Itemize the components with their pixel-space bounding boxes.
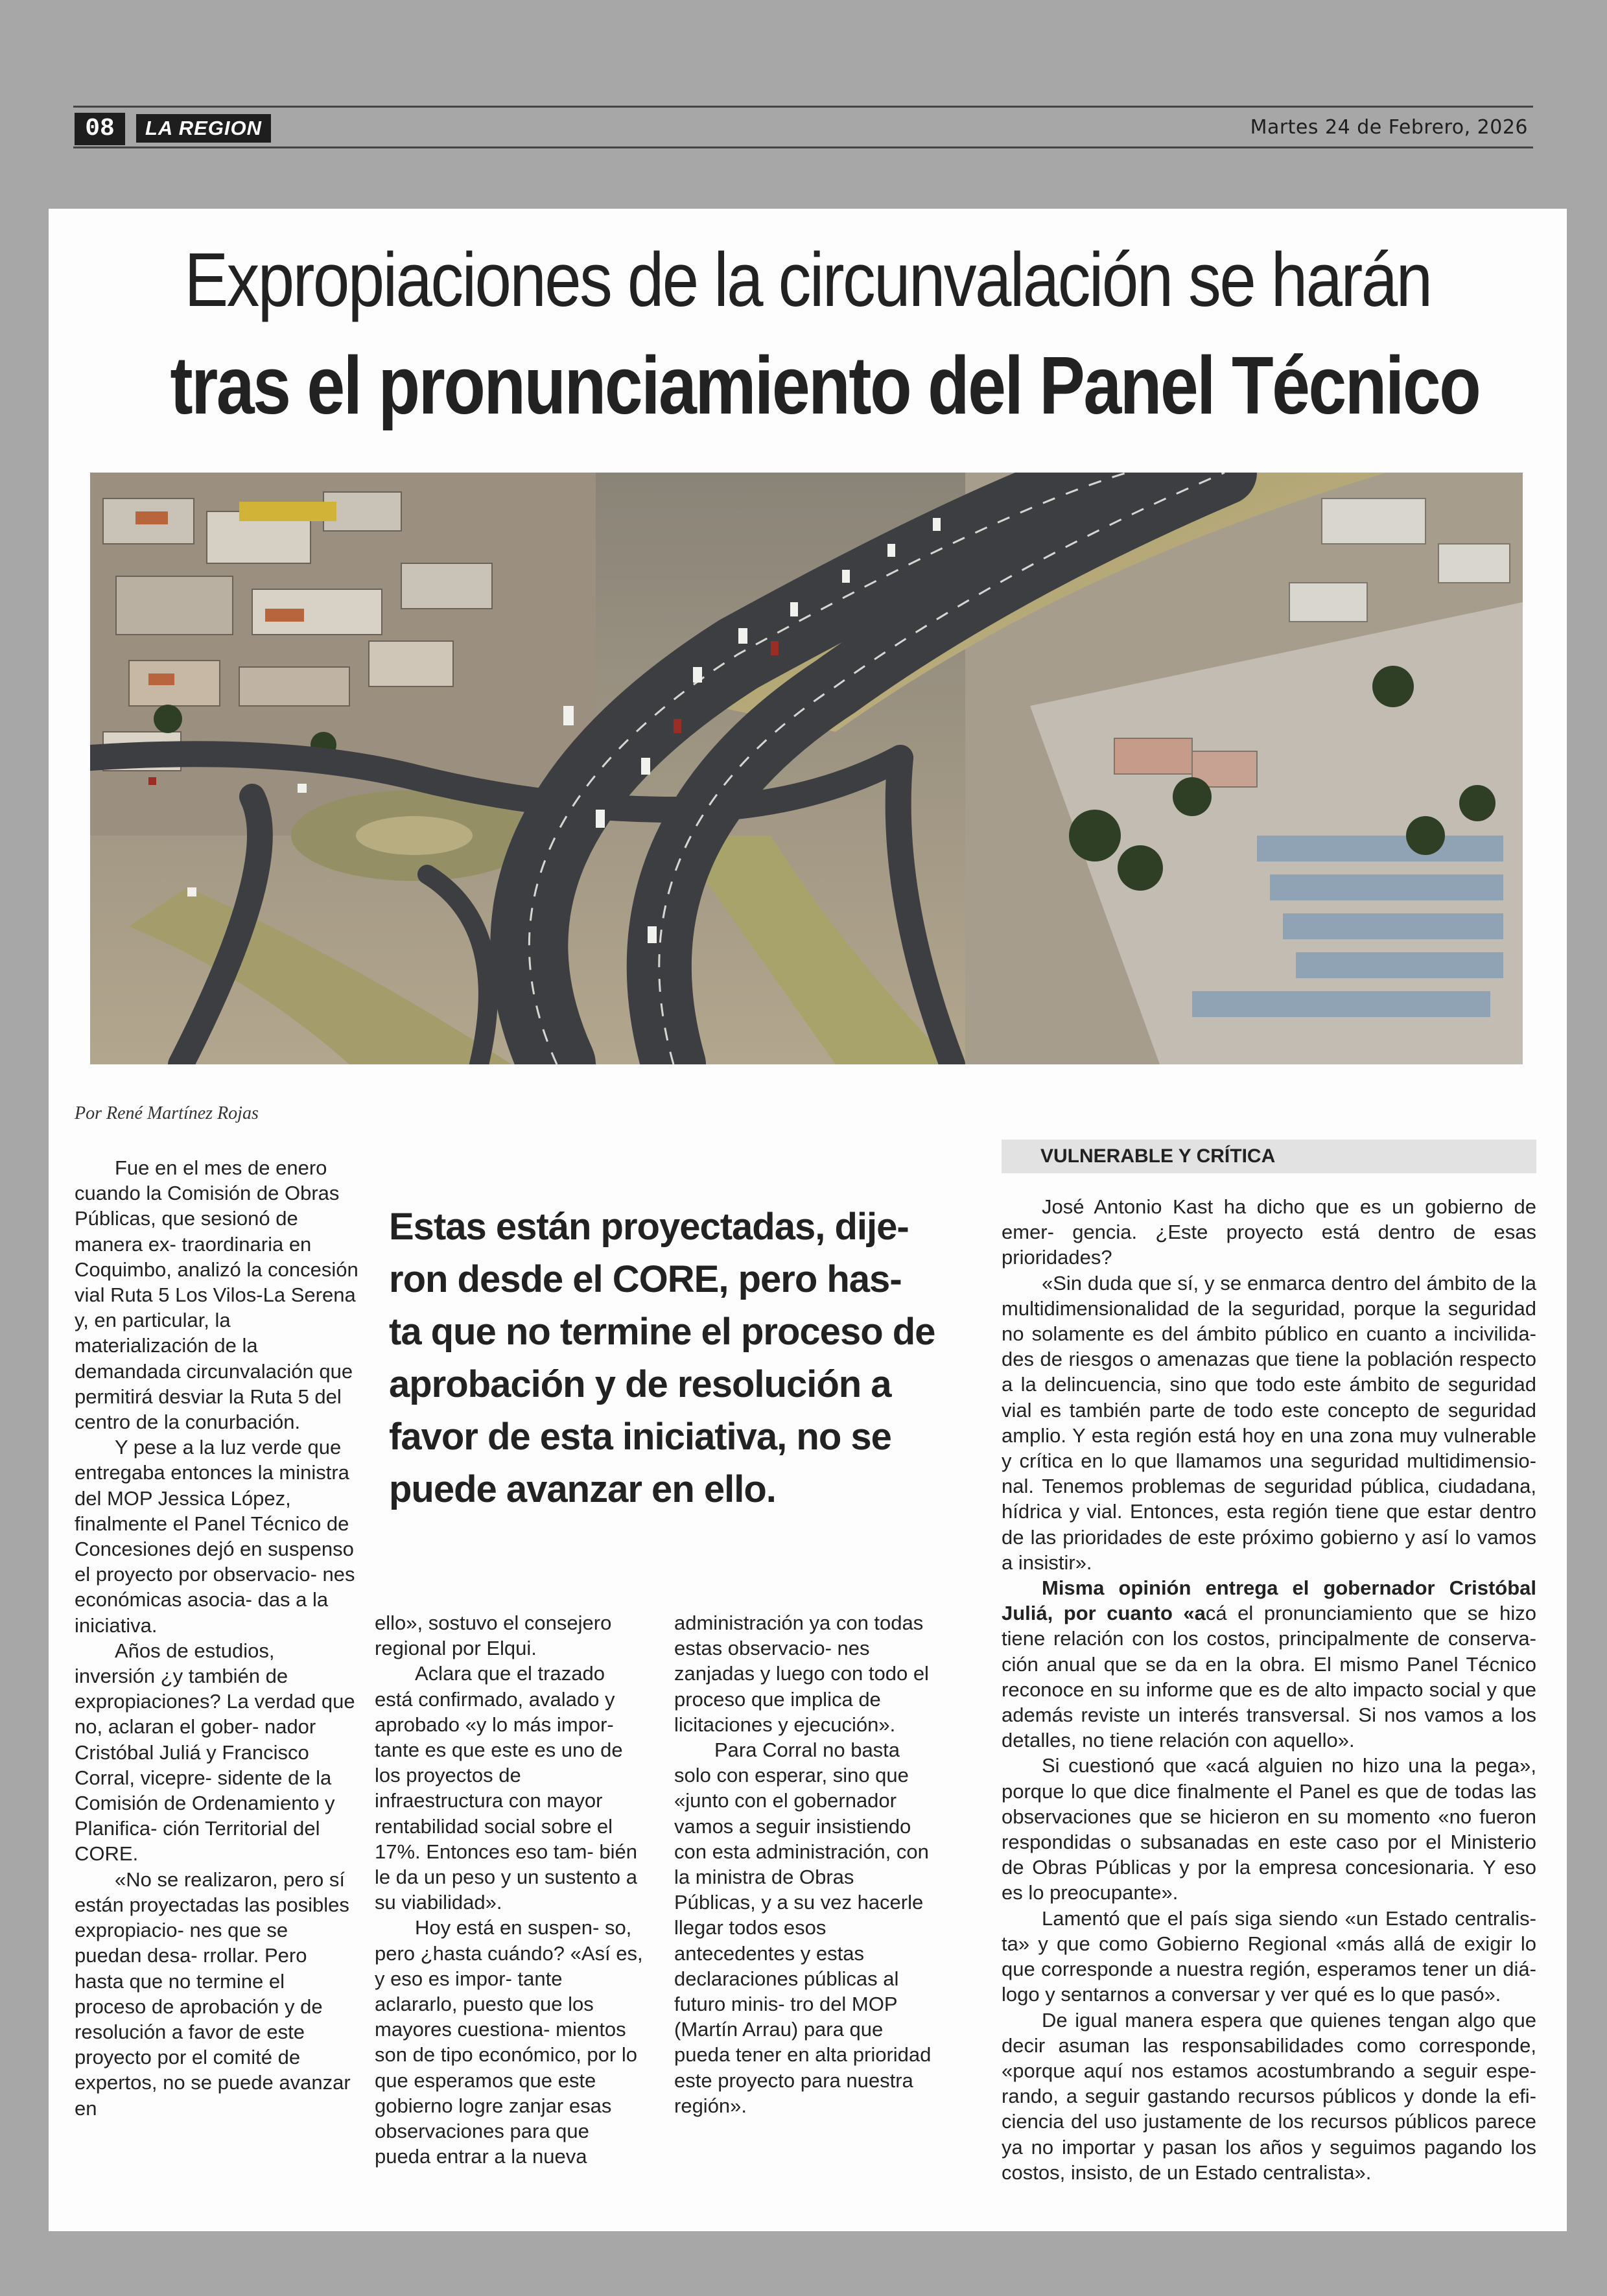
article-column-3 [674,1610,940,2118]
paragraph-rest: cá el pronunciamiento que se hizo tiene relación con los costos, principalmente de conserva- ción anual que se da en la obra. El mismo Panel Técnico reconoce en su informe que es de alto impacto social y que además reviste un interés transversal. Si nos vamos a los detalles, no tiene relación con aquello». [1002,1602,1536,1752]
paragraph: Años de estudios, inversión ¿y también de expropiaciones? La verdad que no, aclaran el gober- nador Cristóbal Juliá y Francisco Corral, vicepre- sidente de la Comisión de Ordenamiento y Planifica- ción Territorial del CORE. [75,1639,355,1866]
headline-line-2: tras el pronunciamiento del Panel Técnico [170,340,1480,431]
aerial-photo-highway-interchange [90,473,1523,1064]
article-column-1 [75,1155,360,2121]
paragraph: Para Corral no basta solo con esperar, sino que «junto con el gobernador vamos a seguir insistiendo con esta administración, con la ministra de Obras Públicas, y a su vez hacerle llegar todos esos antecedentes y estas declaraciones públicas al futuro minis- tro del MOP (Martín Arrau) para que pueda tener en alta prioridad este proyecto para nuestra región». [674,1739,932,2117]
header-bottom-rule [73,146,1533,148]
paragraph: ello», sostuvo el consejero regional por Elqui. [375,1611,612,1660]
article-column-2 [375,1610,647,2169]
paragraph: De igual manera espera que quienes tengan algo que decir asuman las responsabilidades como corresponde, «porque aquí nos estamos acostumbrando a seguir espe- rando, a seguir gastando recursos públicos y donde la efi- ciencia del uso justamente de los recursos públicos parece ya no importar y pasan los años y seguimos pagando los costos, insisto, de un Estado centralista». [1002,2008,1536,2184]
issue-date: Martes 24 de Febrero, 2026 [1250,116,1528,139]
header-top-rule [73,106,1533,108]
paragraph: Fue en el mes de enero cuando la Comisión de Obras Públicas, que sesionó de manera ex- traordinaria en Coquimbo, analizó la concesión vial Ruta 5 Los Vilos-La Serena y, en particular, la materialización de la demandada circunvalación que permitirá desviar la Ruta 5 del centro de la conurbación. [75,1156,358,1434]
paragraph: «Sin duda que sí, y se enmarca dentro del ámbito de la multidimensionalidad de la seguridad, porque la seguridad no solamente es del ámbito público en cuanto a incivilida- des de riesgos o amenazas que tiene la población respecto a la delincuencia, sino que todo este ámbito de seguridad vial es también parte de todo este concepto de seguridad amplio. Y esta región está hoy en una zona muy vulnerable y crítica en lo que llamamos una seguridad multidimensio- nal. Tenemos problemas de seguridad pública, ciudadana, hídrica y vial. Entonces, esta región tiene que estar dentro de las prioridades de este próximo gobierno y así lo vamos a insistir». [1002,1271,1536,1574]
byline: Por René Martínez Rojas [75,1103,259,1123]
lead-in-bold: Misma opinión entrega el gobernador Cristóbal Juliá, por cuanto «a [1002,1576,1536,1625]
paragraph: «No se realizaron, pero sí están proyectadas las posibles expropiacio- nes que se puedan desa- rrollar. Pero hasta que no termine el proceso de aprobación y de resolución a favor de este proyecto por el comité de expertos, no se puede avanzar en [75,1868,351,2120]
paragraph: José Antonio Kast ha dicho que es un gobierno de emer- gencia. ¿Este proyecto está dentro de esas prioridades? [1002,1195,1536,1269]
paragraph: Si cuestionó que «acá alguien no hizo una la pega», porque lo que dice finalmente el Panel es que de todas las observaciones que se hicieron en su momento «no fueron respondidas o subsanadas en este caso por el Ministerio de Obras Públicas y por la empresa concesionaria. Y eso es lo preocupante». [1002,1754,1536,1904]
paragraph: Y pese a la luz verde que entregaba entonces la ministra del MOP Jessica López, finalmente el Panel Técnico de Concesiones dejó en suspenso el proyecto por observacio- nes económicas asocia- das a la iniciativa. [75,1436,355,1637]
paragraph: Hoy está en suspen- so, pero ¿hasta cuándo? «Así es, y eso es impor- tante aclararlo, puesto que los mayores cuestiona- mientos son de tipo económico, por lo que esperamos que este gobierno logre zanjar esas observaciones para que pueda entrar a la nueva [375,1916,643,2168]
paragraph [1002,1575,1536,1753]
page-number: 08 [75,113,125,145]
headline-line-1: Expropiaciones de la circunvalación se harán [184,237,1431,323]
paragraph: Lamentó que el país siga siendo «un Estado centralis- ta» y que como Gobierno Regional «más allá de exigir lo que corresponde a nuestra región, esperamos tener un diá- logo y sentarnos a conversar y ver qué es lo que pasó». [1002,1906,1536,2006]
paragraph: Aclara que el trazado está confirmado, avalado y aprobado «y lo más impor- tante es que este es uno de los proyectos de infraestructura con mayor rentabilidad social sobre el 17%. Entonces eso tam- bién le da un peso y un sustento a su viabilidad». [375,1662,638,1914]
section-subhead: VULNERABLE Y CRÍTICA [1002,1140,1536,1173]
pull-quote: Estas están proyectadas, dije- ron desde el CORE, pero has- ta que no termine el proceso de aprobación y de resolución a favor de esta iniciativa, no se puede avanzar en ello. [389,1206,935,1510]
article-column-4 [1002,1194,1536,2185]
masthead-logo: LA REGION [136,114,271,143]
article-page [49,209,1567,2231]
paragraph: administración ya con todas estas observacio- nes zanjadas y luego con todo el proceso que implica de licitaciones y ejecución». [674,1611,929,1736]
